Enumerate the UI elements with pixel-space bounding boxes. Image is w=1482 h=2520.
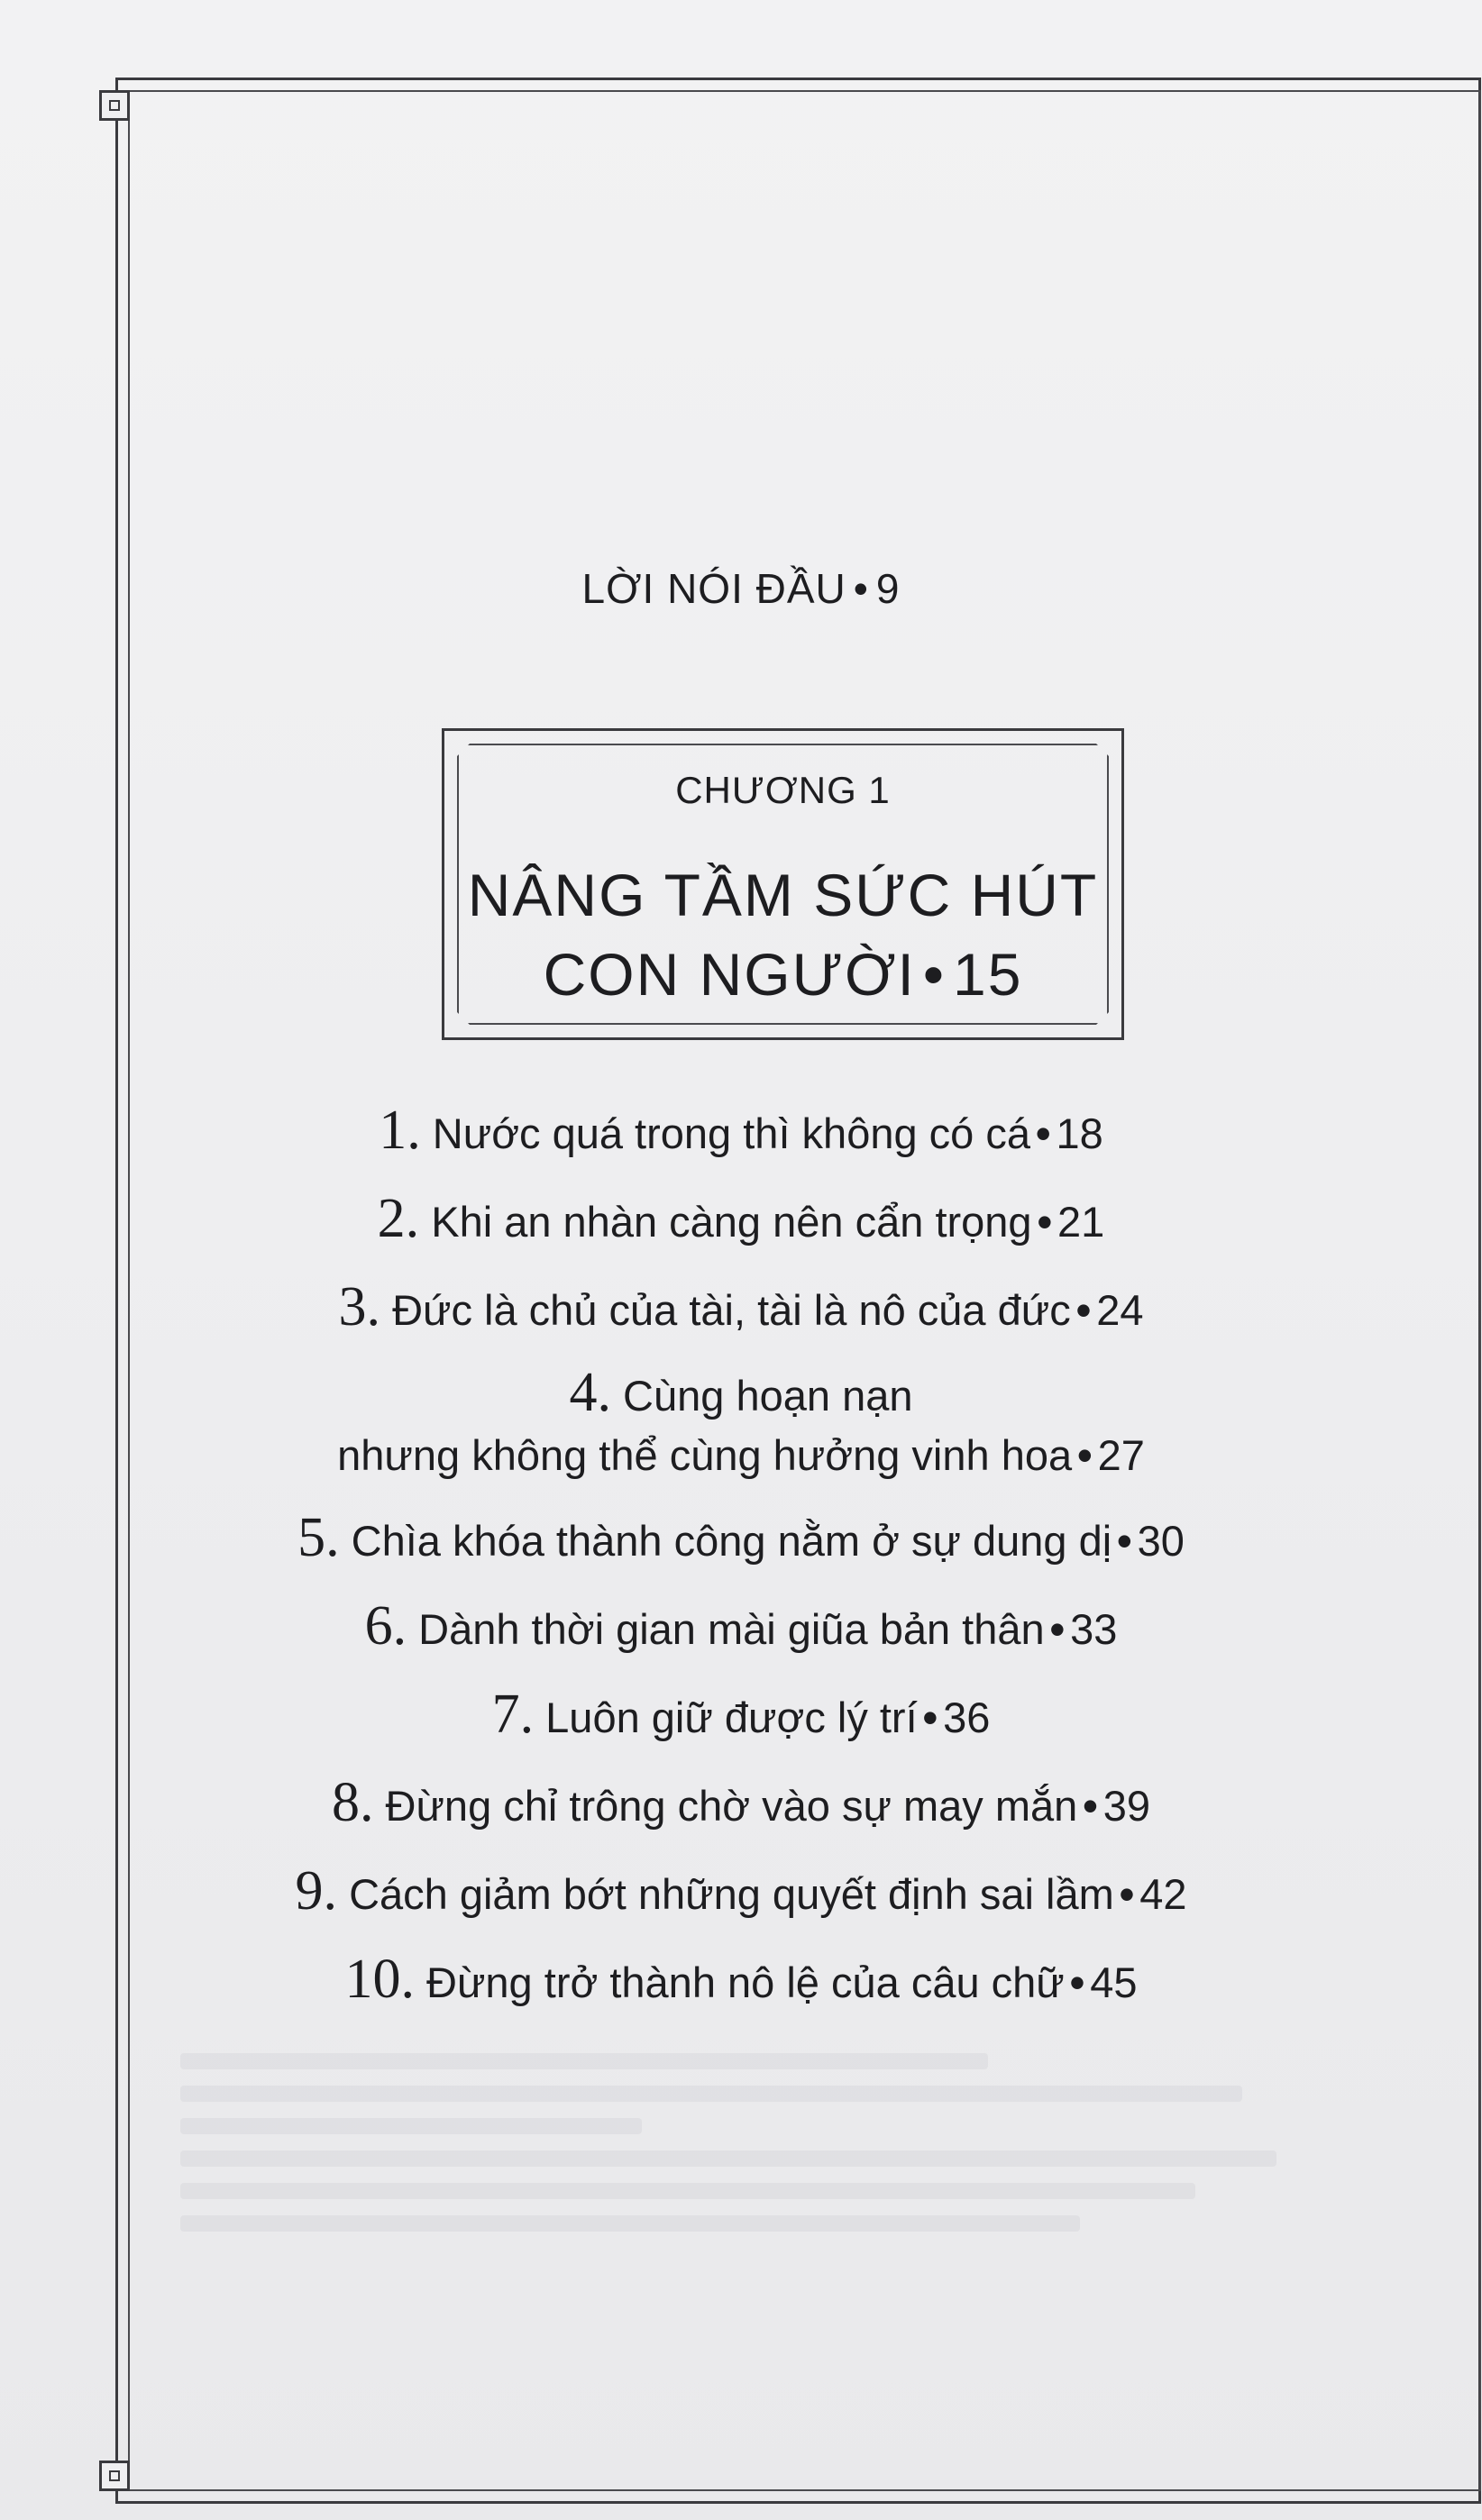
toc-entry[interactable] [0, 1858, 1482, 1927]
frame-corner-ornament-top [99, 90, 130, 121]
table-of-contents [0, 1098, 1482, 2035]
toc-entry-title-line-2: nhưng không thể cùng hưởng vinh hoa [337, 1431, 1073, 1479]
toc-entry-separator: • [1037, 1198, 1053, 1246]
toc-entry[interactable] [0, 1770, 1482, 1839]
toc-entry[interactable] [0, 1947, 1482, 2015]
toc-entry[interactable] [0, 1274, 1482, 1343]
toc-entry-separator: • [1049, 1605, 1066, 1653]
toc-entry-title-line-1: Cùng hoạn nạn [623, 1372, 913, 1420]
chapter-title [444, 855, 1121, 1014]
toc-entry-title: Luôn giữ được lý trí [545, 1694, 918, 1741]
toc-entry[interactable] [0, 1363, 1482, 1485]
toc-entry-number: 3. [338, 1276, 381, 1338]
toc-entry-title: Đừng trở thành nô lệ của câu chữ [426, 1958, 1065, 2006]
preface-page-number: 9 [875, 565, 901, 612]
toc-entry-page: 30 [1137, 1517, 1185, 1565]
toc-entry-page: 45 [1090, 1958, 1138, 2006]
toc-entry-title: Đừng chỉ trông chờ vào sự may mắn [385, 1782, 1078, 1830]
toc-entry-title: Cách giảm bớt những quyết định sai lầm [349, 1870, 1114, 1918]
toc-entry-line-2 [0, 1426, 1482, 1485]
chapter-heading-box[interactable] [442, 728, 1124, 1040]
toc-entry[interactable] [0, 1505, 1482, 1574]
toc-entry-separator: • [922, 1694, 938, 1741]
toc-entry[interactable] [0, 1593, 1482, 1662]
frame-corner-ornament-bottom [99, 2461, 130, 2491]
toc-entry[interactable] [0, 1186, 1482, 1255]
toc-entry-page: 18 [1056, 1109, 1103, 1157]
chapter-label: CHƯƠNG 1 [675, 769, 891, 811]
toc-entry-number: 6. [364, 1595, 407, 1657]
toc-entry[interactable] [0, 1098, 1482, 1166]
preface-entry[interactable] [0, 564, 1482, 613]
toc-entry-number: 4. [569, 1362, 611, 1423]
preface-separator: • [853, 565, 869, 612]
preface-label: LỜI NÓI ĐẦU [581, 565, 846, 612]
chapter-page-number: 15 [952, 941, 1023, 1008]
chapter-title-line-2-text: CON NGƯỜI [543, 941, 916, 1008]
toc-entry-page: 42 [1139, 1870, 1187, 1918]
toc-entry-page: 21 [1057, 1198, 1105, 1246]
toc-entry-separator: • [1036, 1109, 1051, 1157]
toc-entry-page: 33 [1070, 1605, 1118, 1653]
toc-entry-separator: • [1077, 1431, 1093, 1479]
toc-entry-number: 10. [344, 1949, 415, 2010]
toc-entry[interactable] [0, 1682, 1482, 1750]
toc-entry-separator: • [1083, 1782, 1098, 1830]
toc-entry-page: 27 [1097, 1431, 1145, 1479]
toc-entry-number: 2. [377, 1188, 420, 1249]
toc-entry-separator: • [1075, 1286, 1092, 1334]
toc-entry-title: Khi an nhàn càng nên cẩn trọng [431, 1198, 1032, 1246]
toc-entry-number: 1. [379, 1100, 421, 1161]
toc-entry-line-1 [0, 1363, 1482, 1426]
toc-entry-number: 5. [297, 1507, 340, 1568]
toc-entry-number: 8. [331, 1772, 374, 1833]
chapter-title-line-2 [444, 935, 1121, 1014]
toc-entry-page: 36 [943, 1694, 991, 1741]
toc-entry-page: 24 [1096, 1286, 1144, 1334]
toc-entry-separator: • [1069, 1958, 1085, 2006]
toc-entry-title: Nước quá trong thì không có cá [432, 1109, 1031, 1157]
show-through-text [180, 2037, 1334, 2325]
toc-entry-title: Chìa khóa thành công nằm ở sự dung dị [351, 1517, 1112, 1565]
toc-entry-number: 9. [295, 1860, 337, 1922]
toc-entry-title: Đức là chủ của tài, tài là nô của đức [392, 1286, 1071, 1334]
toc-entry-separator: • [1117, 1517, 1132, 1565]
chapter-title-line-1: NÂNG TẦM SỨC HÚT [467, 862, 1099, 928]
toc-entry-title: Dành thời gian mài giũa bản thân [418, 1605, 1045, 1653]
chapter-separator: • [922, 941, 946, 1008]
toc-entry-separator: • [1119, 1870, 1135, 1918]
toc-entry-number: 7. [491, 1684, 535, 1745]
toc-entry-page: 39 [1102, 1782, 1151, 1830]
